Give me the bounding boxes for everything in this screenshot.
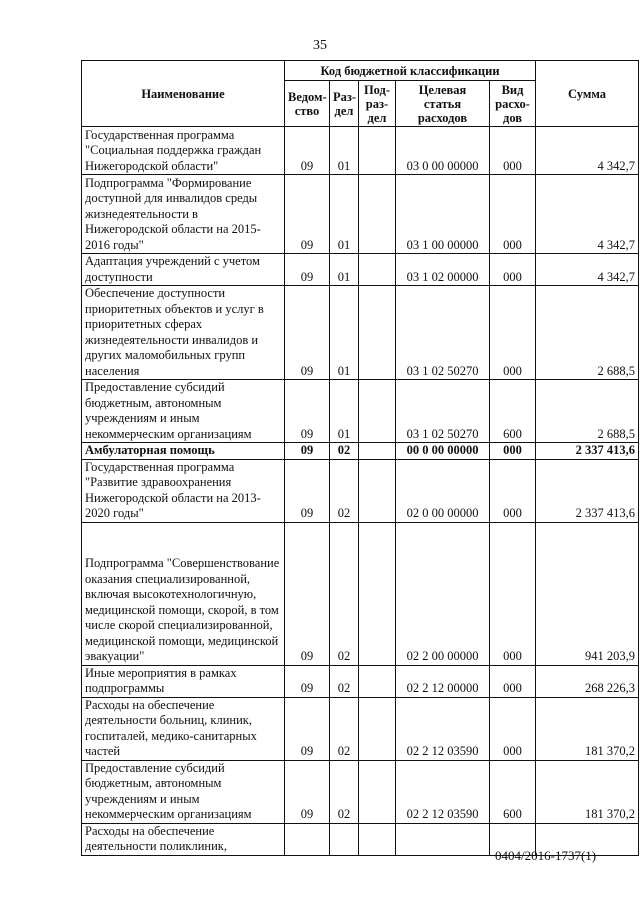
row-name: Подпрограмма "Формирование доступной для инвалидов среды жизнедеятельности в Нижегородской области на 2015-2016 годы"	[82, 175, 285, 254]
row-sum: 2 337 413,6	[536, 459, 639, 522]
table-row	[82, 254, 639, 286]
row-sum: 2 688,5	[536, 380, 639, 443]
row-razdel: 01	[330, 286, 359, 380]
row-name: Расходы на обеспечение деятельности поликлиник,	[82, 823, 285, 855]
row-vedom: 09	[285, 254, 330, 286]
row-name: Иные мероприятия в рамках подпрограммы	[82, 665, 285, 697]
row-razdel: 01	[330, 254, 359, 286]
row-vedom: 09	[285, 459, 330, 522]
row-csr: 03 1 00 00000	[396, 175, 490, 254]
row-razdel: 02	[330, 522, 359, 665]
row-podrazdel	[359, 697, 396, 760]
row-podrazdel	[359, 254, 396, 286]
header-sum: Сумма	[536, 61, 639, 127]
row-podrazdel	[359, 286, 396, 380]
table-row	[82, 459, 639, 522]
row-name: Государственная программа "Развитие здравоохранения Нижегородской области на 2013-2020 годы"	[82, 459, 285, 522]
row-name: Предоставление субсидий бюджетным, автономным учреждениям и иным некоммерческим организациям	[82, 760, 285, 823]
header-name: Наименование	[82, 61, 285, 127]
row-csr: 03 1 02 00000	[396, 254, 490, 286]
row-csr: 02 2 12 03590	[396, 697, 490, 760]
row-podrazdel	[359, 127, 396, 175]
row-vid: 000	[490, 443, 536, 460]
row-name: Расходы на обеспечение деятельности больниц, клиник, госпиталей, медико-санитарных частей	[82, 697, 285, 760]
table-row	[82, 175, 639, 254]
row-sum: 941 203,9	[536, 522, 639, 665]
row-vid: 000	[490, 127, 536, 175]
row-razdel: 01	[330, 380, 359, 443]
row-name: Обеспечение доступности приоритетных объектов и услуг в приоритетных сферах жизнедеятельности инвалидов и других маломобильных групп населения	[82, 286, 285, 380]
row-name: Подпрограмма "Совершенствование оказания специализированной, включая высокотехнологичную, медицинской помощи, скорой, в том числе скорой специализированной, медицинской помощи, медицинской эвакуации"	[82, 522, 285, 665]
row-razdel: 02	[330, 697, 359, 760]
row-vid: 000	[490, 665, 536, 697]
row-podrazdel	[359, 459, 396, 522]
header-budget-classification: Код бюджетной классификации	[285, 61, 536, 81]
table-row	[82, 665, 639, 697]
row-razdel: 02	[330, 459, 359, 522]
row-csr: 02 2 00 00000	[396, 522, 490, 665]
row-vid: 000	[490, 459, 536, 522]
row-csr: 03 1 02 50270	[396, 286, 490, 380]
row-razdel: 01	[330, 127, 359, 175]
row-podrazdel	[359, 175, 396, 254]
row-vid: 000	[490, 697, 536, 760]
row-csr: 03 0 00 00000	[396, 127, 490, 175]
row-vid: 600	[490, 380, 536, 443]
row-podrazdel	[359, 665, 396, 697]
row-razdel: 02	[330, 665, 359, 697]
header-podrazdel: Под-раз-дел	[359, 81, 396, 127]
row-name: Государственная программа "Социальная поддержка граждан Нижегородской области"	[82, 127, 285, 175]
row-sum: 4 342,7	[536, 254, 639, 286]
table-row	[82, 443, 639, 460]
table-row	[82, 522, 639, 665]
header-vedom: Ведом-ство	[285, 81, 330, 127]
table-row	[82, 380, 639, 443]
row-podrazdel	[359, 522, 396, 665]
row-vid: 000	[490, 286, 536, 380]
row-name: Предоставление субсидий бюджетным, автономным учреждениям и иным некоммерческим организациям	[82, 380, 285, 443]
row-podrazdel	[359, 380, 396, 443]
row-razdel: 01	[330, 175, 359, 254]
row-name: Амбулаторная помощь	[82, 443, 285, 460]
row-vid: 000	[490, 522, 536, 665]
row-razdel	[330, 823, 359, 855]
page-number: 35	[313, 38, 327, 53]
row-vedom: 09	[285, 286, 330, 380]
row-vedom: 09	[285, 665, 330, 697]
row-podrazdel	[359, 760, 396, 823]
document-code: 0404/2016-1737(1)	[495, 848, 597, 863]
row-vedom: 09	[285, 175, 330, 254]
header-csr: Целевая статья расходов	[396, 81, 490, 127]
row-csr: 02 2 12 00000	[396, 665, 490, 697]
row-vedom	[285, 823, 330, 855]
row-sum: 4 342,7	[536, 127, 639, 175]
table-row	[82, 760, 639, 823]
row-vedom: 09	[285, 127, 330, 175]
row-sum: 181 370,2	[536, 760, 639, 823]
row-vid: 600	[490, 760, 536, 823]
row-podrazdel	[359, 443, 396, 460]
row-name: Адаптация учреждений с учетом доступности	[82, 254, 285, 286]
row-csr: 00 0 00 00000	[396, 443, 490, 460]
table-row	[82, 697, 639, 760]
row-vedom: 09	[285, 380, 330, 443]
header-razdel: Раз-дел	[330, 81, 359, 127]
header-vid: Вид расхо-дов	[490, 81, 536, 127]
row-csr	[396, 823, 490, 855]
row-vedom: 09	[285, 522, 330, 665]
row-sum: 181 370,2	[536, 697, 639, 760]
row-vedom: 09	[285, 697, 330, 760]
row-csr: 03 1 02 50270	[396, 380, 490, 443]
row-csr: 02 0 00 00000	[396, 459, 490, 522]
row-vedom: 09	[285, 760, 330, 823]
row-sum: 2 337 413,6	[536, 443, 639, 460]
row-sum: 4 342,7	[536, 175, 639, 254]
row-csr: 02 2 12 03590	[396, 760, 490, 823]
row-vid: 000	[490, 254, 536, 286]
row-razdel: 02	[330, 760, 359, 823]
row-sum: 2 688,5	[536, 286, 639, 380]
row-vedom: 09	[285, 443, 330, 460]
table-row	[82, 286, 639, 380]
budget-table	[81, 60, 639, 856]
row-podrazdel	[359, 823, 396, 855]
row-sum: 268 226,3	[536, 665, 639, 697]
row-razdel: 02	[330, 443, 359, 460]
row-vid: 000	[490, 175, 536, 254]
table-row	[82, 127, 639, 175]
